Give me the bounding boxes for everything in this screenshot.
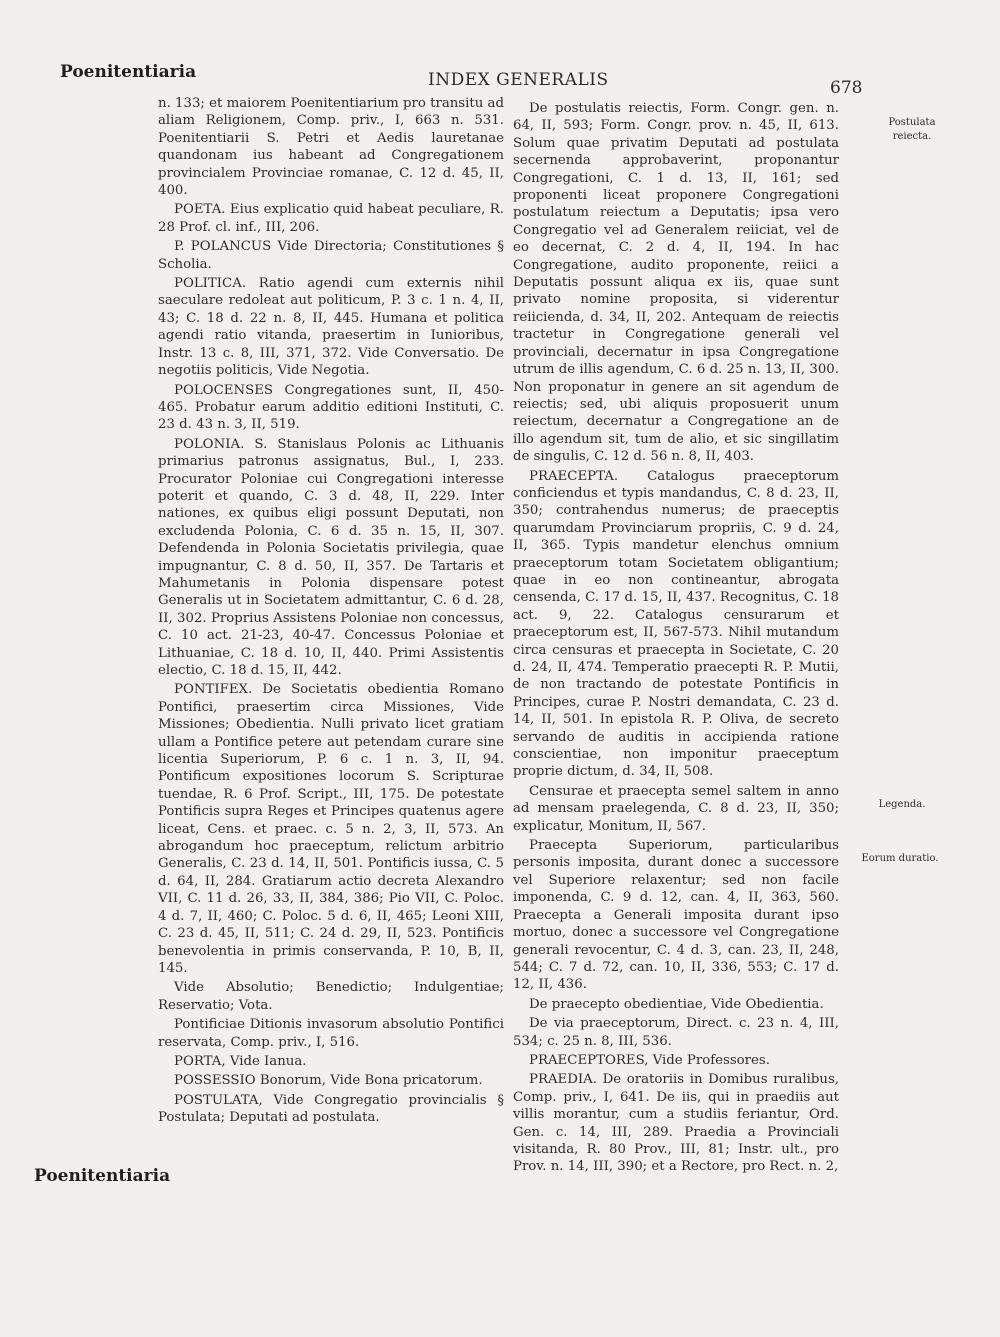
margin-note-postulata: Postulata reiecta.	[888, 117, 936, 142]
entry-paragraph: PORTA, Vide Ianua.	[174, 1053, 307, 1069]
entry-paragraph: Vide Absolutio; Benedictio; Indulgentiae; Reservatio; Vota.	[158, 980, 504, 1013]
entry-paragraph: Censurae et praecepta semel saltem in anno ad mensam praelegenda, C. 8 d. 23, II, 350; explicatur, Monitum, II, 567.	[513, 783, 839, 834]
entry-paragraph: POSTULATA, Vide Congregatio provincialis § Postulata; Deputati ad postulata.	[158, 1092, 504, 1126]
entry-paragraph: De via praeceptorum, Direct. c. 23 n. 4, III, 534; c. 25 n. 8, III, 536.	[513, 1016, 839, 1049]
entry-paragraph: PRAECEPTA. Catalogus praeceptorum conficiendus et typis mandandus, C. 8 d. 23, II, 350; contrahendus numerus; de praeceptis quarumdam Provinciarum propriis, C. 9 d. 24, II, 365. Typis mandetur elenchus omnium praeceptorum totam Societatem obligantium; quae in eo non contineantur, abrogata censenda, C. 17 d. 15, II, 437. Recognitus, C. 18 act. 9, 22. Catalogus censurarum et praeceptorum est, II, 567-573. Nihil mutandum circa censuras et praecepta in Societate, C. 20 d. 24, II, 474. Temperatio praecepti R. P. Mutii, de non tractando de potestate Pontificis in Principes, curae P. Nostri demandata, C. 23 d. 14, II, 501. In epistola R. P. Oliva, de secreto servando de auditis in accipienda ratione conscientiae, non imponitur praeceptum proprie dictum, d. 34, II, 508.	[513, 468, 839, 780]
entry-paragraph: Pontificiae Ditionis invasorum absolutio Pontifici reservata, Comp. priv., I, 516.	[158, 1017, 504, 1050]
entry-paragraph: PRAECEPTORES, Vide Professores.	[529, 1052, 770, 1068]
entry-paragraph: De praecepto obedientiae, Vide Obedientia.	[529, 996, 824, 1012]
margin-note-duratio: Eorum duratio.	[861, 853, 939, 864]
entry-paragraph: De postulatis reiectis, Form. Congr. gen. n. 64, II, 593; Form. Congr. prov. n. 45, II, 613. Solum quae privatim Deputati ad postulata secernenda approbaverint, proponantur Congregationi, C. 1 d. 13, II, 161; sed proponenti liceat proponere Congregationi postulatum reiectum a Deputatis; ipsa vero Congregatio vel ad Generalem reiiciat, vel de eo decernat, C. 2 d. 4, II, 194. In hac Congregatione, audito proponente, reiici a Deputatis possunt aliqua ex iis, quae sunt privato nomine proposita, si viderentur reiicienda, d. 34, II, 202. Antequam de reiectis tractetur in Congregatione generali vel provinciali, decernatur in ipsa Congregatione utrum de illis agendum, C. 6 d. 25 n. 13, II, 300. Non proponatur in genere an sit agendum de reiectis; sed, ubi aliquis proposuerit unum reiectum, decernatur a Congregatione an de illo agendum sit, tum de alio, et sic singillatim de singulis, C. 12 d. 56 n. 8, II, 403.	[513, 101, 839, 465]
entry-paragraph: POETA. Eius explicatio quid habeat peculiare, R. 28 Prof. cl. inf., III, 206.	[158, 202, 504, 235]
entry-paragraph: Praecepta Superiorum, particularibus personis imposita, durant donec a successore vel Superiore relaxentur; sed non facile imponenda, C. 9 d. 12, can. 4, II, 363, 560. Praecepta a Generali imposita durant ipso mortuo, donec a successore vel Congregatione generali revocentur, C. 4 d. 3, can. 23, II, 248, 544; C. 7 d. 72, can. 10, II, 336, 553; C. 17 d. 12, II, 436.	[513, 838, 839, 993]
entry-paragraph: POLONIA. S. Stanislaus Polonis ac Lithuanis primarius patronus assignatus, Bul., I, 233. Procurator Poloniae cui Congregationi interesse poterit et quando, C. 3 d. 48, II, 229. Inter nationes, ex quibus eligi possunt Deputati, non excludenda Polonia, C. 6 d. 35 n. 15, II, 307. Defendenda in Polonia Societatis privilegia, quae impugnantur, C. 8 d. 50, II, 357. De Tartaris et Mahumetanis in Polonia dispensare potest Generalis ut in Societatem admittantur, C. 6 d. 28, II, 302. Proprius Assistens Poloniae non concessus, C. 10 act. 21-23, 40-47. Concessus Poloniae et Lithuaniae, C. 18 d. 10, II, 440. Primi Assistentis electio, C. 18 d. 15, II, 442.	[158, 436, 504, 678]
page-number: 678	[830, 78, 863, 98]
entry-paragraph: POLOCENSES Congregationes sunt, II, 450-465. Probatur earum additio editioni Instituti, C. 23 d. 43 n. 3, II, 519.	[158, 382, 504, 433]
entry-paragraph: PONTIFEX. De Societatis obedientia Romano Pontifici, praesertim circa Missiones, Vide Missiones; Obedientia. Nulli privato licet gratiam ullam a Pontifice petere aut petendam curare sine licentia Superiorum, P. 6 c. 1 n. 3, II, 94. Pontificum expositiones locorum S. Scripturae tuendae, R. 6 Prof. Script., III, 175. De potestate Pontificis supra Reges et Principes quatenus agere liceat, Cens. et praec. c. 5 n. 2, 3, II, 573. An abrogandum hoc praeceptum, relictum arbitrio Generalis, C. 23 d. 14, II, 501. Pontificis iussa, C. 5 d. 64, II, 284. Gratiarum actio decreta Alexandro VII, C. 11 d. 26, 33, II, 384, 386; Pio VII, C. Poloc. 4 d. 7, II, 460; C. Poloc. 5 d. 6, II, 465; Leoni XIII, C. 23 d. 45, II, 511; C. 24 d. 29, II, 523. Pontificis benevolentia in primis conservanda, P. 10, B, II, 145.	[158, 682, 504, 976]
running-head-title: INDEX GENERALIS	[428, 70, 609, 90]
margin-note-legenda: Legenda.	[878, 799, 926, 810]
entry-paragraph: PRAEDIA. De oratoriis in Domibus ruralibus, Comp. priv., I, 641. De iis, qui in praediis aut villis morantur, cum a studiis feriantur, Ord. Gen. c. 14, III, 289. Praedia a Provinciali visitanda, R. 80 Prov., III, 81; Instr. ult., pro Prov. n. 14, III, 390; et a Rectore, pro Rect. n. 2,	[513, 1072, 839, 1175]
entry-paragraph: P. POLANCUS Vide Directoria; Constitutiones § Scholia.	[158, 239, 504, 272]
left-column	[158, 95, 504, 1129]
right-column	[513, 100, 839, 1178]
running-foot-left: Poenitentiaria	[34, 1166, 171, 1186]
entry-paragraph: POLITICA. Ratio agendi cum externis nihil saeculare redoleat aut politicum, P. 3 c. 1 n. 4, II, 43; C. 18 d. 22 n. 8, II, 445. Humana et politica agendi ratio vitanda, praesertim in Iunioribus, Instr. 13 c. 8, III, 371, 372. Vide Conversatio. De negotiis politicis, Vide Negotia.	[158, 276, 504, 379]
entry-paragraph: POSSESSIO Bonorum, Vide Bona pricatorum.	[174, 1073, 483, 1089]
entry-paragraph: n. 133; et maiorem Poenitentiarium pro transitu ad aliam Religionem, Comp. priv., I, 663 n. 531. Poenitentiarii S. Petri et Aedis lauretanae quandonam ius habeant ad Congregationem provincialem Provinciae romanae, C. 12 d. 45, II, 400.	[158, 96, 504, 199]
running-head-left: Poenitentiaria	[60, 62, 197, 82]
